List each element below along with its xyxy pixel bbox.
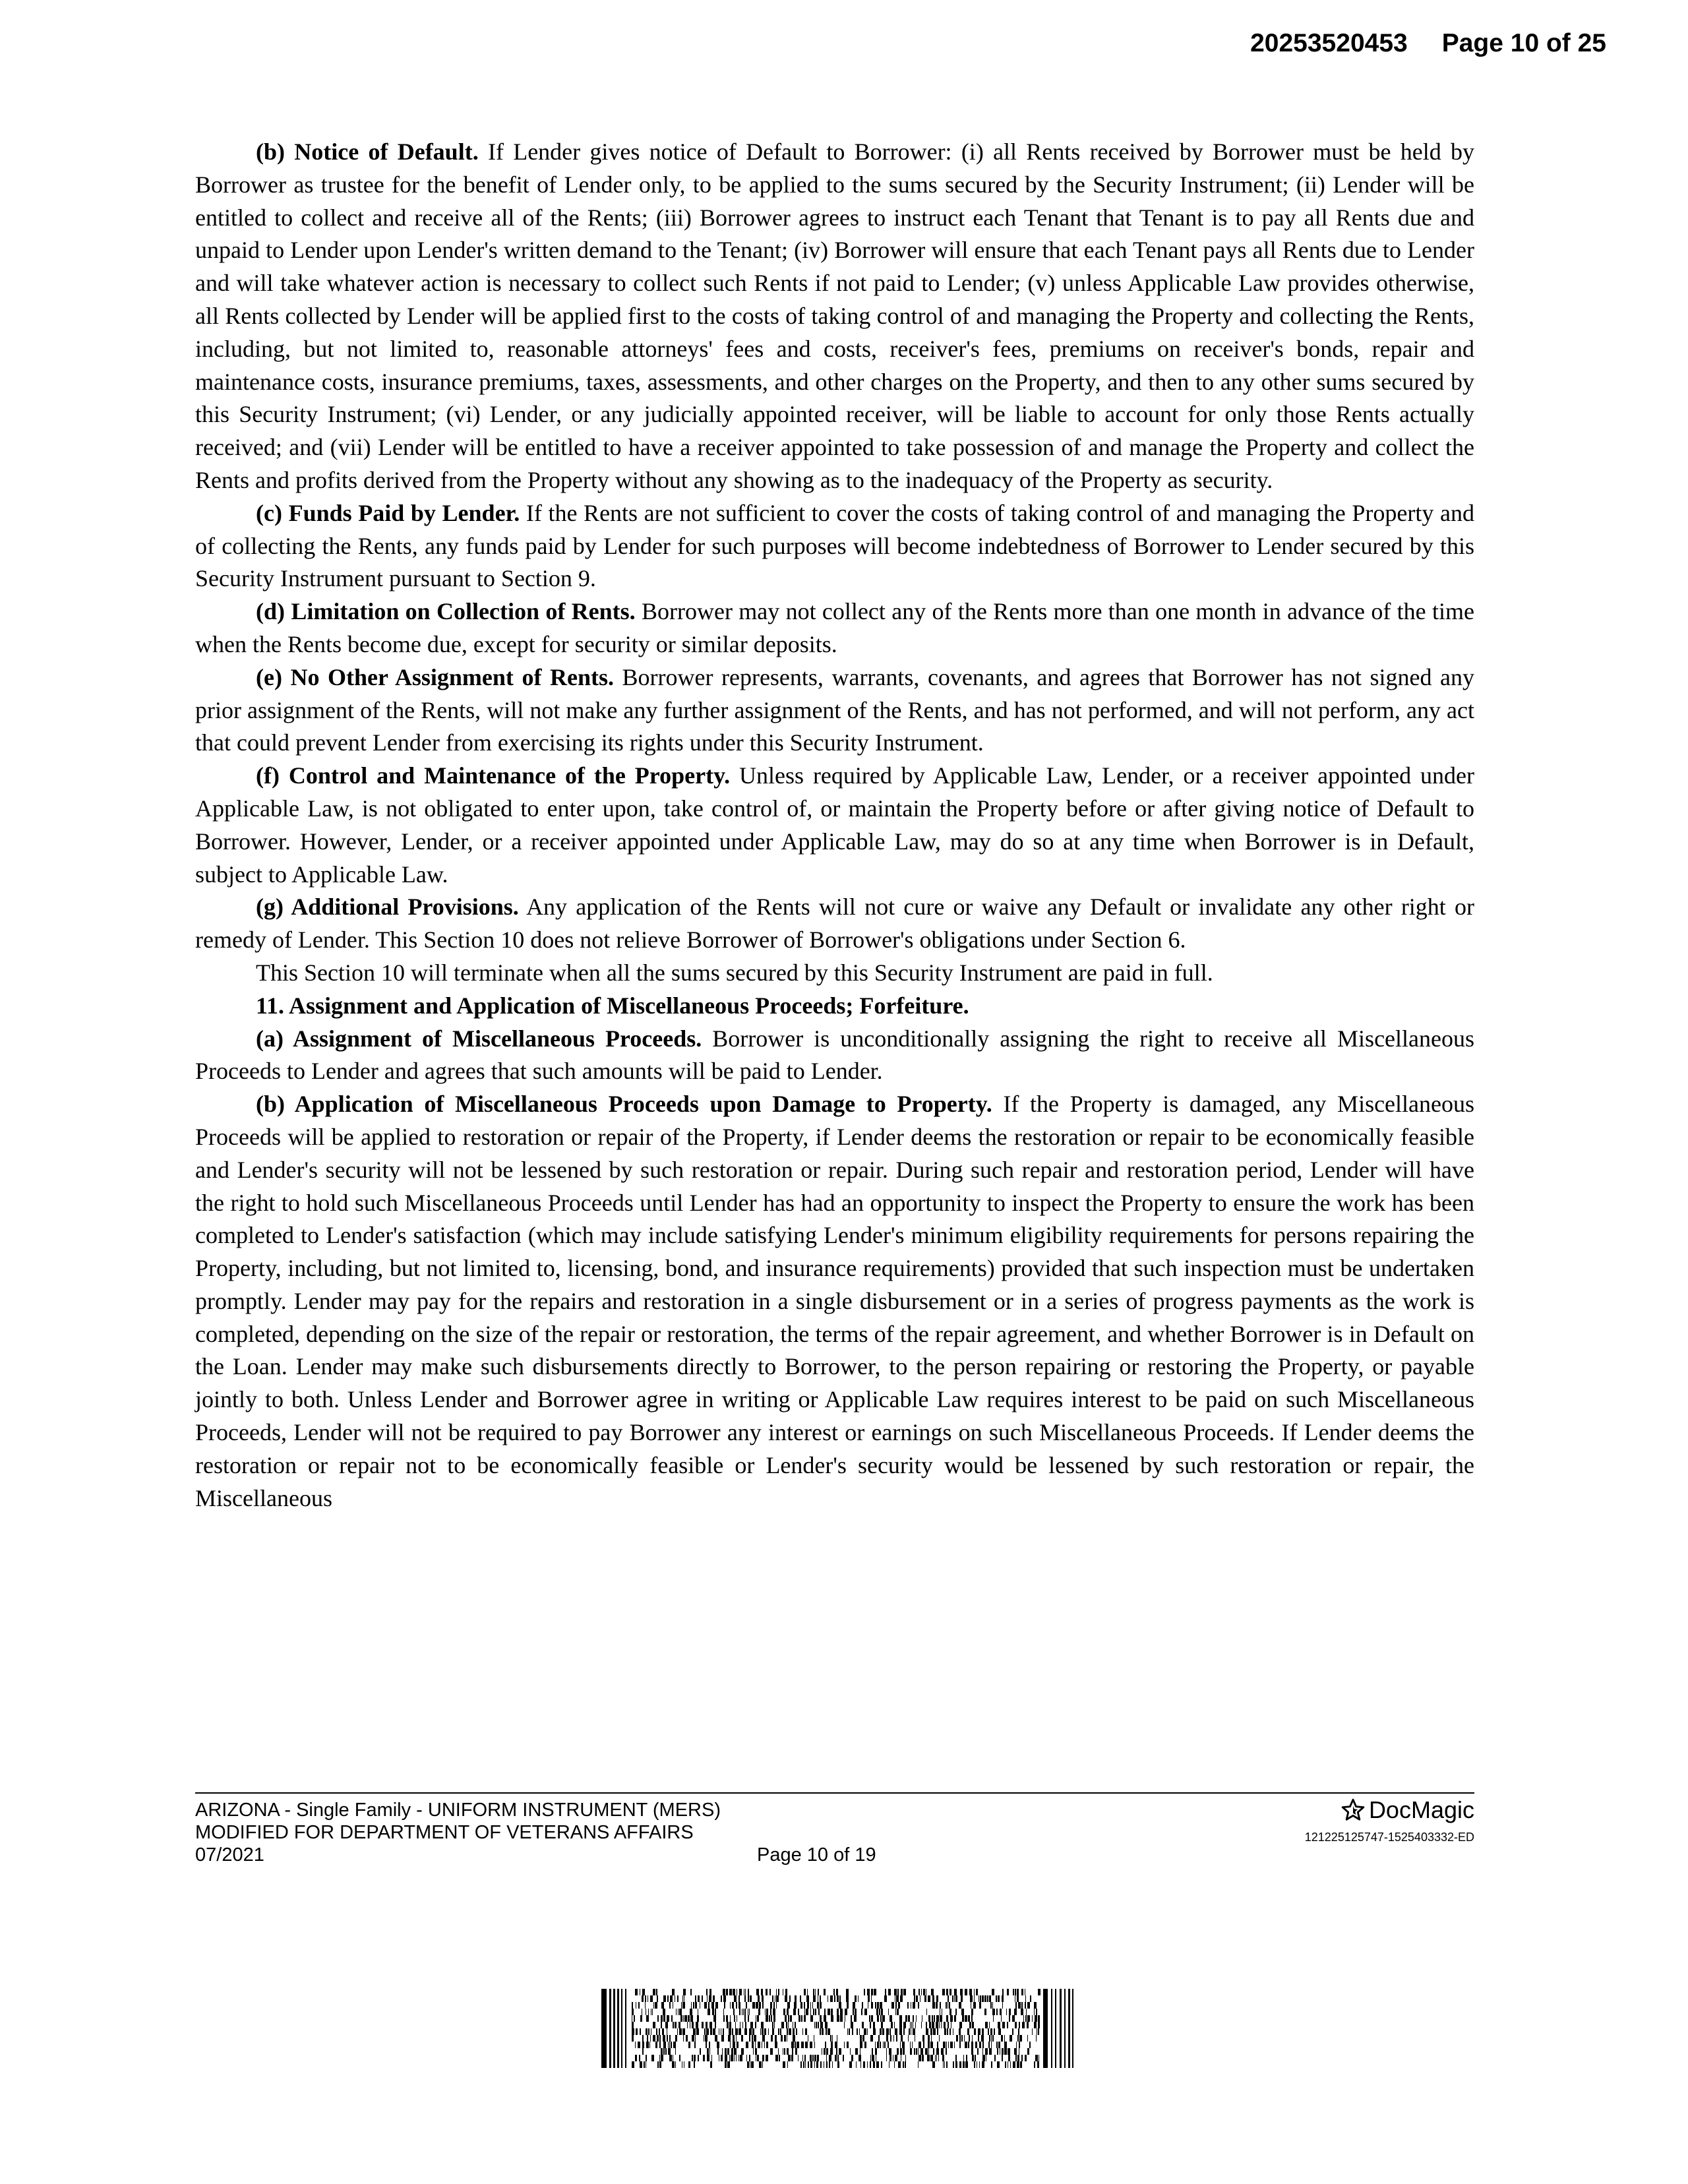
paragraph-heading: (f) Control and Maintenance of the Property. (256, 762, 731, 789)
paragraph-text: If the Property is damaged, any Miscellaneous Proceeds will be applied to restoration or repair of the Property, if Lender deems the restoration or repair to be economically feasible and Lender's security will not be lessened by such restoration or repair. During such repair and restoration period, Lender will have the right to hold such Miscellaneous Proceeds until Lender has had an opportunity to inspect the Property to ensure the work has been completed to Lender's satisfaction (which may include satisfying Lender's minimum eligibility requirements for persons repairing the Property, including, but not limited to, licensing, bond, and insurance requirements) provided that such inspection must be undertaken promptly. Lender may pay for the repairs and restoration in a single disbursement or in a series of progress payments as the work is completed, depending on the size of the repair or restoration, the terms of the repair agreement, and whether Borrower is in Default on the Loan. Lender may make such disbursements directly to Borrower, to the person repairing or restoring the Property, or payable jointly to both. Unless Lender and Borrower agree in writing or Applicable Law requires interest to be paid on such Miscellaneous Proceeds, Lender will not be required to pay Borrower any interest or earnings on such Miscellaneous Proceeds. If Lender deems the restoration or repair not to be economically feasible or Lender's security would be lessened by such restoration or repair, the Miscellaneous (195, 1091, 1475, 1511)
footer-form-line-1: ARIZONA - Single Family - UNIFORM INSTRUMENT (MERS) (195, 1800, 721, 1821)
paragraph-heading: (a) Assignment of Miscellaneous Proceeds. (256, 1025, 702, 1052)
paragraph-heading: (g) Additional Provisions. (256, 894, 519, 921)
paragraph-funds-paid-by-lender (195, 497, 1474, 595)
docmagic-logo (1340, 1796, 1474, 1824)
star-icon (1340, 1798, 1366, 1823)
footer-document-id: 121225125747-1525403332-ED (1304, 1831, 1474, 1844)
recording-number: 20253520453 (1250, 29, 1408, 57)
paragraph-additional-provisions (195, 891, 1474, 957)
paragraph-heading: (b) Application of Miscellaneous Proceeds upon Damage to Property. (256, 1091, 992, 1118)
paragraph-no-other-assignment (195, 661, 1474, 760)
paragraph-heading: (b) Notice of Default. (256, 138, 479, 165)
paragraph-assignment-of-proceeds (195, 1023, 1474, 1089)
paragraph-text: Borrower may not collect any of the Rents more than one month in advance of the time when the Rents become due, except for security or similar deposits. (195, 598, 1474, 657)
paragraph-text: This Section 10 will terminate when all the sums secured by this Security Instrument are paid in full. (256, 959, 1213, 986)
footer-form-date: 07/2021 (195, 1844, 264, 1866)
footer-form-line-2: MODIFIED FOR DEPARTMENT OF VETERANS AFFAIRS (195, 1822, 694, 1843)
paragraph-text: If Lender gives notice of Default to Borrower: (i) all Rents received by Borrower must be held by Borrower as trustee for the benefit of Lender only, to be applied to the sums secured by the Security Instrument; (ii) Lender will be entitled to collect and receive all of the Rents; (iii) Borrower agrees to instruct each Tenant that Tenant is to pay all Rents due and unpaid to Lender upon Lender's written demand to the Tenant; (iv) Borrower will ensure that each Tenant pays all Rents due to Lender and will take whatever action is necessary to collect such Rents if not paid to Lender; (v) unless Applicable Law provides otherwise, all Rents collected by Lender will be applied first to the costs of taking control of and managing the Property and collecting the Rents, including, but not limited to, reasonable attorneys' fees and costs, receiver's fees, premiums on receiver's bonds, repair and maintenance costs, insurance premiums, taxes, assessments, and other charges on the Property, and then to any other sums secured by this Security Instrument; (vi) Lender, or any judicially appointed receiver, will be liable to account for only those Rents actually received; and (vii) Lender will be entitled to have a receiver appointed to take possession of and manage the Property and collect the Rents and profits derived from the Property without any showing as to the inadequacy of the Property as security. (195, 138, 1474, 493)
paragraph-text: Any application of the Rents will not cure or waive any Default or invalidate any other right or remedy of Lender. This Section 10 does not relieve Borrower of Borrower's obligations under Section 6. (195, 894, 1474, 954)
paragraph-control-and-maintenance (195, 760, 1474, 891)
paragraph-text: Unless required by Applicable Law, Lender, or a receiver appointed under Applicable Law, is not obligated to enter upon, take control of, or maintain the Property before or after giving notice of Default to Borrower. However, Lender, or a receiver appointed under Applicable Law, may do so at any time when Borrower is in Default, subject to Applicable Law. (195, 762, 1475, 888)
paragraph-application-of-proceeds (195, 1088, 1474, 1515)
docmagic-brand-text: DocMagic (1368, 1796, 1474, 1823)
paragraph-heading: (e) No Other Assignment of Rents. (256, 663, 614, 690)
paragraph-text: Borrower is unconditionally assigning the right to receive all Miscellaneous Proceeds to Lender and agrees that such amounts will be paid to Lender. (195, 1025, 1474, 1085)
recording-page-label: Page 10 of 25 (1441, 29, 1606, 57)
section-11-heading (195, 990, 1474, 1023)
document-body (195, 136, 1474, 1515)
paragraph-limitation-on-collection (195, 595, 1474, 661)
footer-page-number: Page 10 of 19 (757, 1844, 876, 1866)
paragraph-text: Borrower represents, warrants, covenants, and agrees that Borrower has not signed any prior assignment of the Rents, will not make any further assignment of the Rents, and has not performed, and will not perform, any act that could prevent Lender from exercising its rights under this Security Instrument. (195, 663, 1474, 756)
footer-form-info (195, 1799, 721, 1866)
paragraph-heading: (c) Funds Paid by Lender. (256, 499, 520, 526)
paragraph-notice-of-default (195, 136, 1474, 497)
pdf417-barcode (601, 1989, 1076, 2068)
footer-divider (195, 1792, 1474, 1794)
paragraph-heading: 11. Assignment and Application of Miscellaneous Proceeds; Forfeiture. (256, 992, 969, 1019)
paragraph-text: If the Rents are not sufficient to cover the costs of taking control of and managing the Property and of collecting the Rents, any funds paid by Lender for such purposes will become indebtedness of Borrower to Lender secured by this Security Instrument pursuant to Section 9. (195, 499, 1474, 592)
paragraph-section-termination (195, 957, 1474, 990)
page-header (1250, 29, 1606, 58)
paragraph-heading: (d) Limitation on Collection of Rents. (256, 598, 636, 625)
